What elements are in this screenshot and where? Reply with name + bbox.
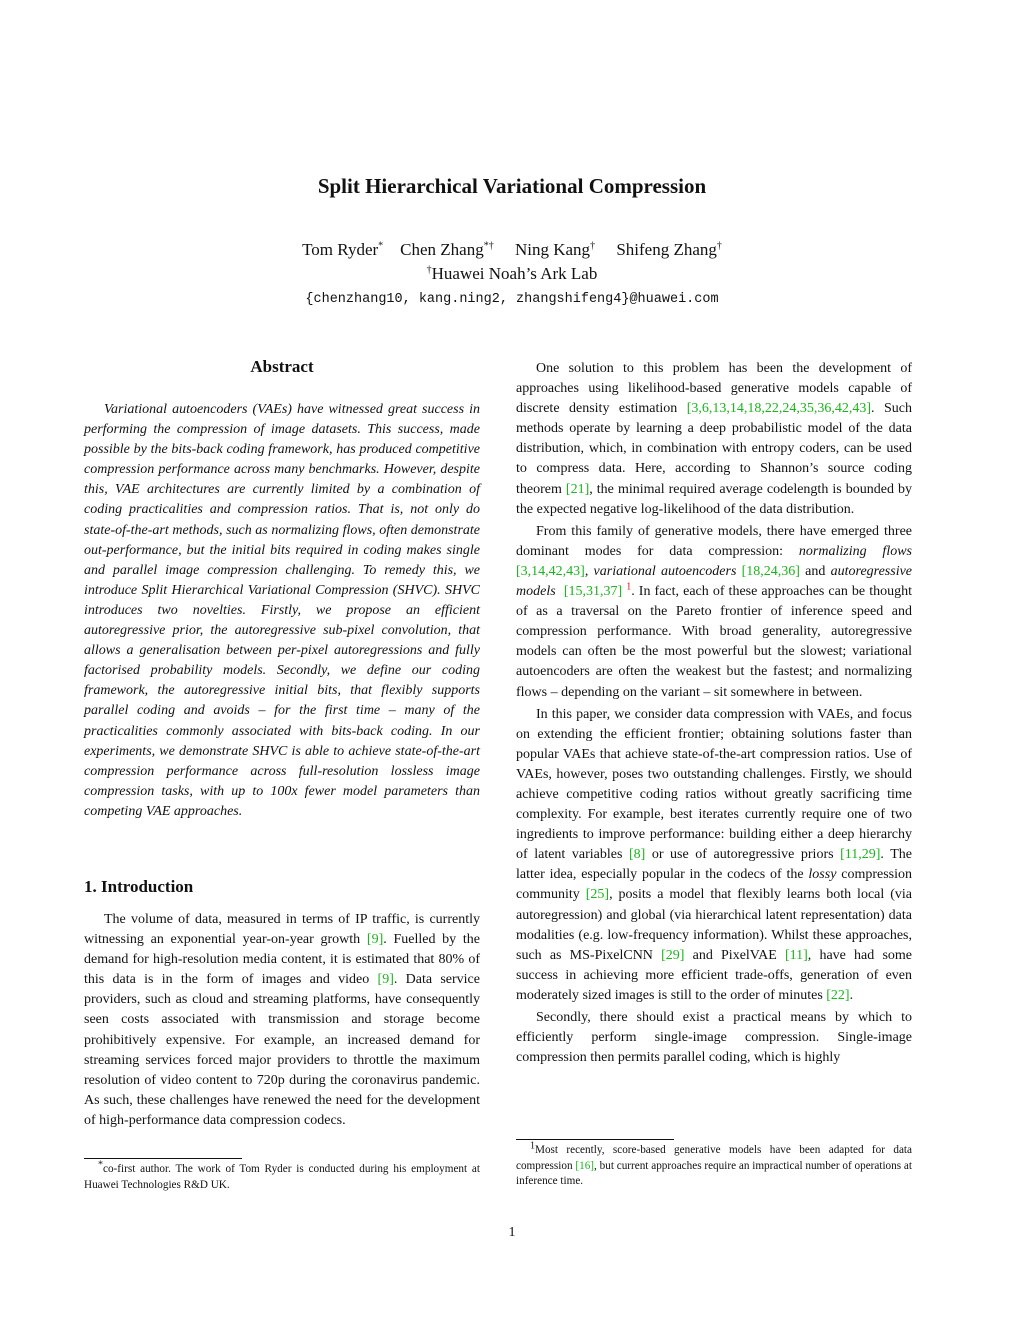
right-column-text — [516, 359, 912, 1070]
footnote-mark-link[interactable]: 1 — [626, 581, 632, 593]
abstract-paragraph: Variational autoencoders (VAEs) have witnessed great success in performing the compression of image datasets. This success, made possible by the bits-back coding framework, has produced competitive compression performance across many benchmarks. However, despite this, VAE architectures are currently limited by a combination of coding practicalities and compression ratios. That is, not only do state-of-the-art methods, such as normalizing flows, often demonstrate out-performance, but the initial bits required in coding makes single and parallel image compression challenging. To remedy this, we introduce Split Hierarchical Variational Compression (SHVC). SHVC introduces two novelties. Firstly, we propose an efficient autoregressive prior, the autoregressive sub-pixel convolution, that allows a generalisation between per-pixel autoregressions and fully factorised probability models. Secondly, we define our coding framework, the autoregressive initial bits, that flexibly supports parallel coding and avoids – for the first time – many of the practicalities commonly associated with bits-back coding. In our experiments, we demonstrate SHVC is able to achieve state-of-the-art compression performance across full-resolution lossless image compression tasks, with up to 100x fewer model parameters than competing VAE approaches. — [84, 402, 480, 819]
paragraph — [516, 705, 912, 1006]
author-name: Chen Zhang — [400, 240, 484, 259]
text-run: From this family of generative models, there have emerged three dominant modes for data compression: — [516, 523, 912, 559]
footnote-text: Most recently, score-based generative models have been adapted for data compression — [516, 1144, 912, 1172]
text-run: . Fuelled by the demand for high-resolution media content, it is estimated that 80% of this data is in the form of images and video — [84, 932, 480, 988]
footnote-divider — [516, 1139, 674, 1140]
emphasis: normalizing flows — [798, 543, 912, 559]
citation-link[interactable]: [3,14,42,43] — [516, 563, 585, 579]
section-heading-introduction: 1. Introduction — [84, 877, 194, 896]
footnote-mark: 1 — [530, 1140, 535, 1152]
text-run: . Such methods operate by learning a deep probabilistic model of the data distribution, which, in combination with entropy coders, can be used to compress data. Here, according to Shannon’s source coding theorem — [516, 401, 912, 497]
footnote-mark: * — [98, 1159, 103, 1171]
affiliation — [0, 264, 1024, 284]
author-list — [0, 240, 1024, 260]
paragraph — [516, 1008, 912, 1068]
citation-link[interactable]: [22] — [826, 987, 850, 1003]
author-emails: {chenzhang10, kang.ning2, zhangshifeng4}@huawei.com — [305, 292, 719, 307]
introduction-text — [84, 910, 480, 1131]
footnote-divider — [84, 1158, 242, 1159]
emphasis: lossy — [808, 867, 837, 883]
text-run: and — [799, 563, 831, 579]
citation-link[interactable]: [15,31,37] — [563, 584, 623, 600]
author-mark: † — [590, 240, 596, 252]
text-run: One solution to this problem has been the development of approaches using likelihood-based generative models capable of discrete density estimation — [516, 361, 912, 417]
paper-title: Split Hierarchical Variational Compression — [317, 174, 707, 198]
text-run: . In fact, each of these approaches can be thought of as a traversal on the Pareto frontier of inference speed and compression performance. With broad generality, autoregressive models can often be the most powerful but the slowest; variational autoencoders are often the weakest but the fastest; and normalizing flows – depending on the variant – sit somewhere in between. — [516, 584, 912, 700]
citation-link[interactable]: [21] — [565, 481, 590, 497]
citation-link[interactable]: [9] — [366, 932, 384, 948]
text-run: . Data service providers, such as cloud and streaming platforms, have consequently seen costs associated with transmission and storage become prohibitively expensive. For example, an increased demand for streaming services forced major providers to throttle the maximum resolution of video content to 720p during the coronavirus pandemic. As such, these challenges have renewed the need for the development of high-performance data compression codecs. — [84, 972, 480, 1128]
text-run: compression community — [516, 867, 912, 903]
text-run: , posits a model that flexibly learns both local (via autoregression) and global (via hierarchical latent representation) data modalities (e.g. low-frequency information). Whilst these approaches, such as MS-PixelCNN — [516, 887, 912, 963]
citation-link[interactable]: [25] — [585, 887, 610, 903]
text-run: and PixelVAE — [684, 947, 785, 963]
text-run: The volume of data, measured in terms of IP traffic, is currently witnessing an exponential year-on-year growth — [84, 912, 480, 948]
citation-link[interactable]: [11,29] — [840, 847, 881, 863]
paragraph — [516, 359, 912, 520]
text-run: Secondly, there should exist a practical means by which to efficiently perform single-image compression. Single-image compression then permits parallel coding, which is highly — [516, 1010, 912, 1066]
citation-link[interactable]: [3,6,13,14,18,22,24,35,36,42,43] — [686, 401, 872, 417]
citation-link[interactable]: [11] — [784, 947, 808, 963]
footnote-text: , but current approaches require an impractical number of operations at inference time. — [516, 1159, 912, 1187]
footnote — [516, 1140, 912, 1190]
text-run: or use of autoregressive priors — [645, 847, 841, 863]
paragraph: From this family of generative models, there have emerged three dominant modes for data compression: normalizing flows [3,14,42,43], variational autoencoders [18,24,36] and autoregressive models [15,31,37] $^1$. In fact, each of these approaches can be thought of as a traversal on the Pareto frontier of inference speed and compression performance. With broad generality, autoregressive models can often be the most powerful but the slowest; variational autoencoders are often the weakest but the fastest; and normalizing flows – depending on the variant – sit somewhere in between. — [516, 523, 913, 700]
footnote — [84, 1159, 480, 1193]
author-mark: † — [716, 240, 722, 252]
citation-link[interactable]: [29] — [661, 947, 685, 963]
citation-link[interactable]: [9] — [377, 972, 394, 988]
text-run: , the minimal required average codelength is bounded by the expected negative log-likelihood of the data distribution. — [516, 481, 912, 517]
abstract-text — [84, 400, 480, 822]
author-name: Shifeng Zhang — [616, 240, 717, 259]
author-mark: * — [378, 240, 384, 252]
text-run: , have had some success in achieving more efficient trade-offs, generation of even moderately sized images is still to the order of minutes — [516, 947, 913, 1003]
author-mark: *† — [483, 240, 494, 252]
page-number: 1 — [508, 1225, 516, 1240]
text-run: . — [849, 987, 854, 1003]
author-name: Tom Ryder — [302, 240, 379, 259]
abstract-heading: Abstract — [250, 357, 314, 376]
paragraph — [84, 910, 480, 1131]
footnote-text: co-first author. The work of Tom Ryder is conducted during his employment at Huawei Technologies R&D UK. — [84, 1163, 480, 1191]
citation-link[interactable]: [8] — [628, 847, 646, 863]
author-name: Ning Kang — [514, 240, 591, 259]
affiliation-mark: † — [426, 264, 432, 276]
text-run: . The latter idea, especially popular in the codecs of the — [516, 847, 912, 883]
text-run: In this paper, we consider data compression with VAEs, and focus on extending the efficient frontier; obtaining solutions faster than popular VAEs that achieve state-of-the-art compression ratios. Use of VAEs, however, poses two outstanding challenges. Firstly, we should achieve competitive coding ratios without greatly sacrificing time complexity. For example, best iterates currently require one of two ingredients to improve performance: building either a deep hierarchy of latent variables — [516, 706, 912, 863]
citation-link[interactable]: [16] — [575, 1159, 595, 1172]
emphasis: variational autoencoders — [593, 563, 737, 579]
affiliation-name: Huawei Noah’s Ark Lab — [431, 264, 598, 283]
citation-link[interactable]: [18,24,36] — [741, 563, 800, 579]
emphasis: autoregressive models — [516, 563, 913, 600]
